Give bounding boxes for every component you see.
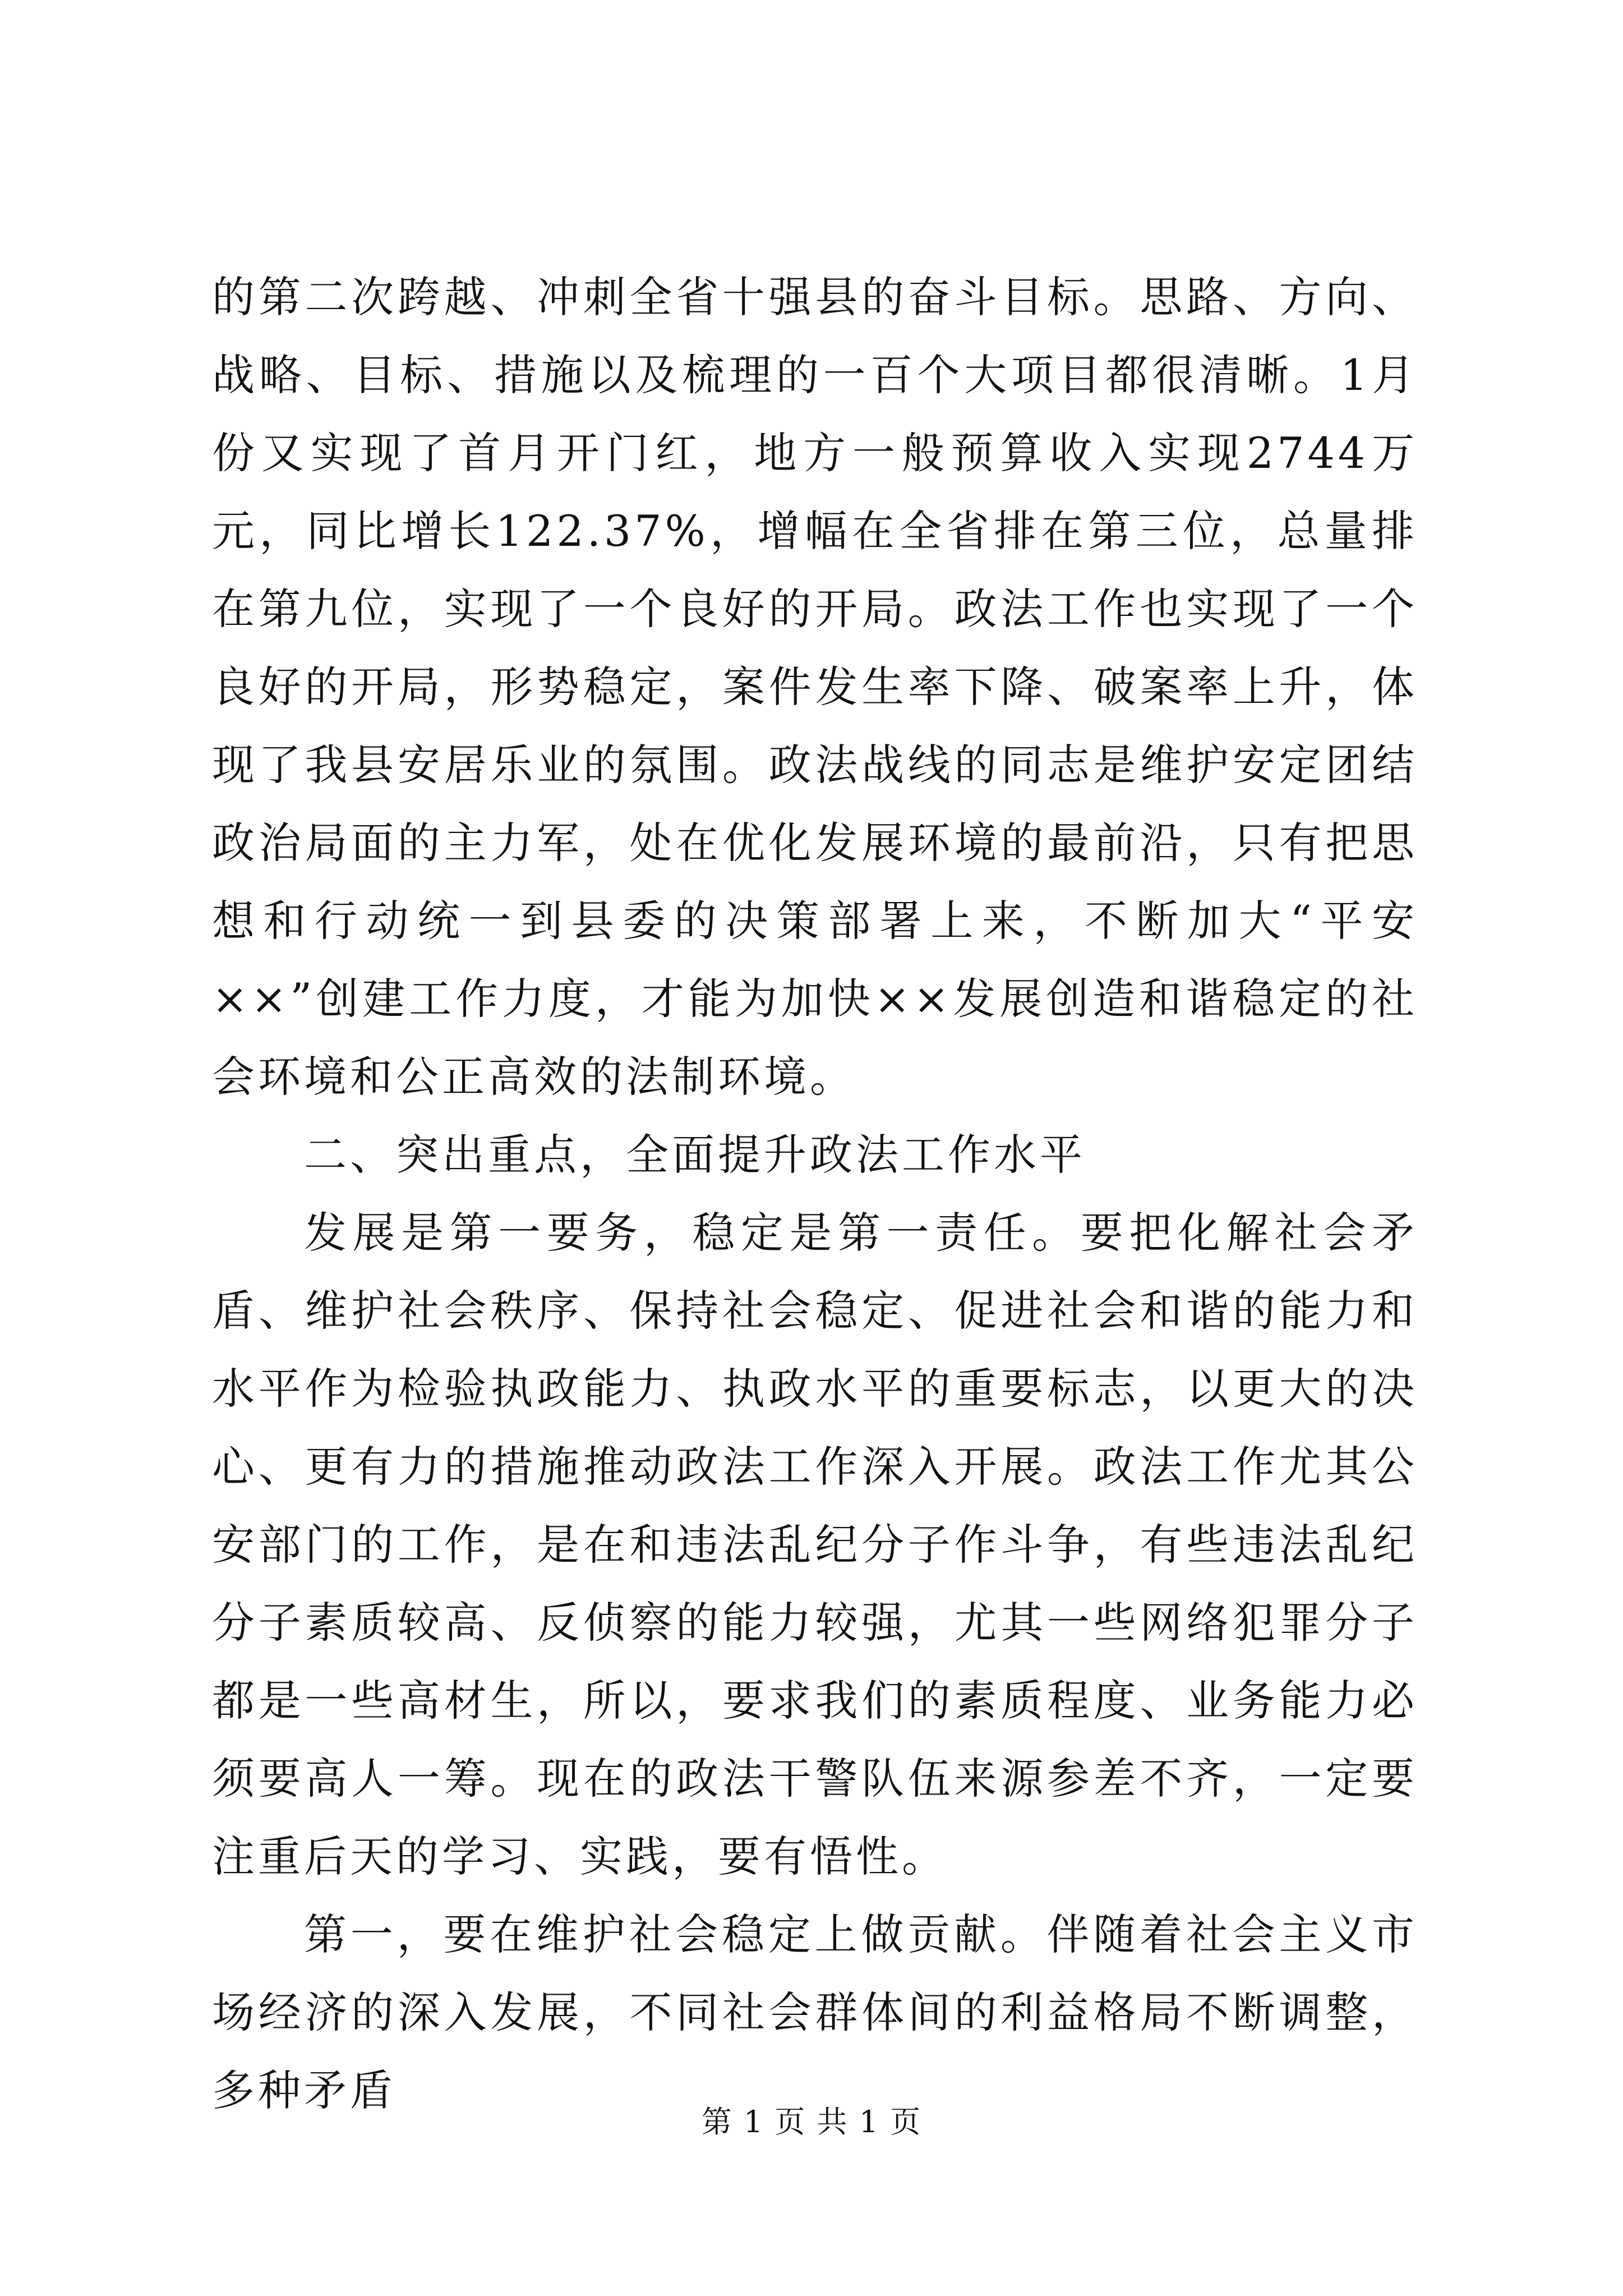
paragraph-development: 发展是第一要务，稳定是第一责任。要把化解社会矛盾、维护社会秩序、保持社会稳定、促进社会和谐的能力和水平作为检验执政能力、执政水平的重要标志，以更大的决心、更有力的措施推动政法工作深入开展。政法工作尤其公安部门的工作，是在和违法乱纪分子作斗争，有些违法乱纪分子素质较高、反侦察的能力较强，尤其一些网络犯罪分子都是一些高材生，所以，要求我们的素质程度、业务能力必须要高人一筹。现在的政法干警队伍来源参差不齐，一定要注重后天的学习、实践，要有悟性。 <box>212 1208 1418 1881</box>
section-heading: 二、突出重点，全面提升政法工作水平 <box>304 1130 1086 1180</box>
paragraph-continuation: 的第二次跨越、冲刺全省十强县的奋斗目标。思路、方向、战略、目标、措施以及梳理的一百个大项目都很清晰。1月份又实现了首月开门红，地方一般预算收入实现2744万元，同比增长122.37%，增幅在全省排在第三位，总量排在第九位，实现了一个良好的开局。政法工作也实现了一个良好的开局，形势稳定，案件发生率下降、破案率上升，体现了我县安居乐业的氛围。政法战线的同志是维护安定团结政治局面的主力军，处在优化发展环境的最前沿，只有把思想和行动统一到县委的决策部署上来，不断加大“平安××”创建工作力度，才能为加快××发展创造和谐稳定的社会环境和公正高效的法制环境。 <box>212 272 1418 1102</box>
paragraph-first-point: 第一，要在维护社会稳定上做贡献。伴随着社会主义市场经济的深入发展，不同社会群体间的利益格局不断调整，多种矛盾 <box>212 1910 1418 2115</box>
document-body <box>212 258 1418 2129</box>
page-number-footer: 第 1 页 共 1 页 <box>701 2104 922 2139</box>
